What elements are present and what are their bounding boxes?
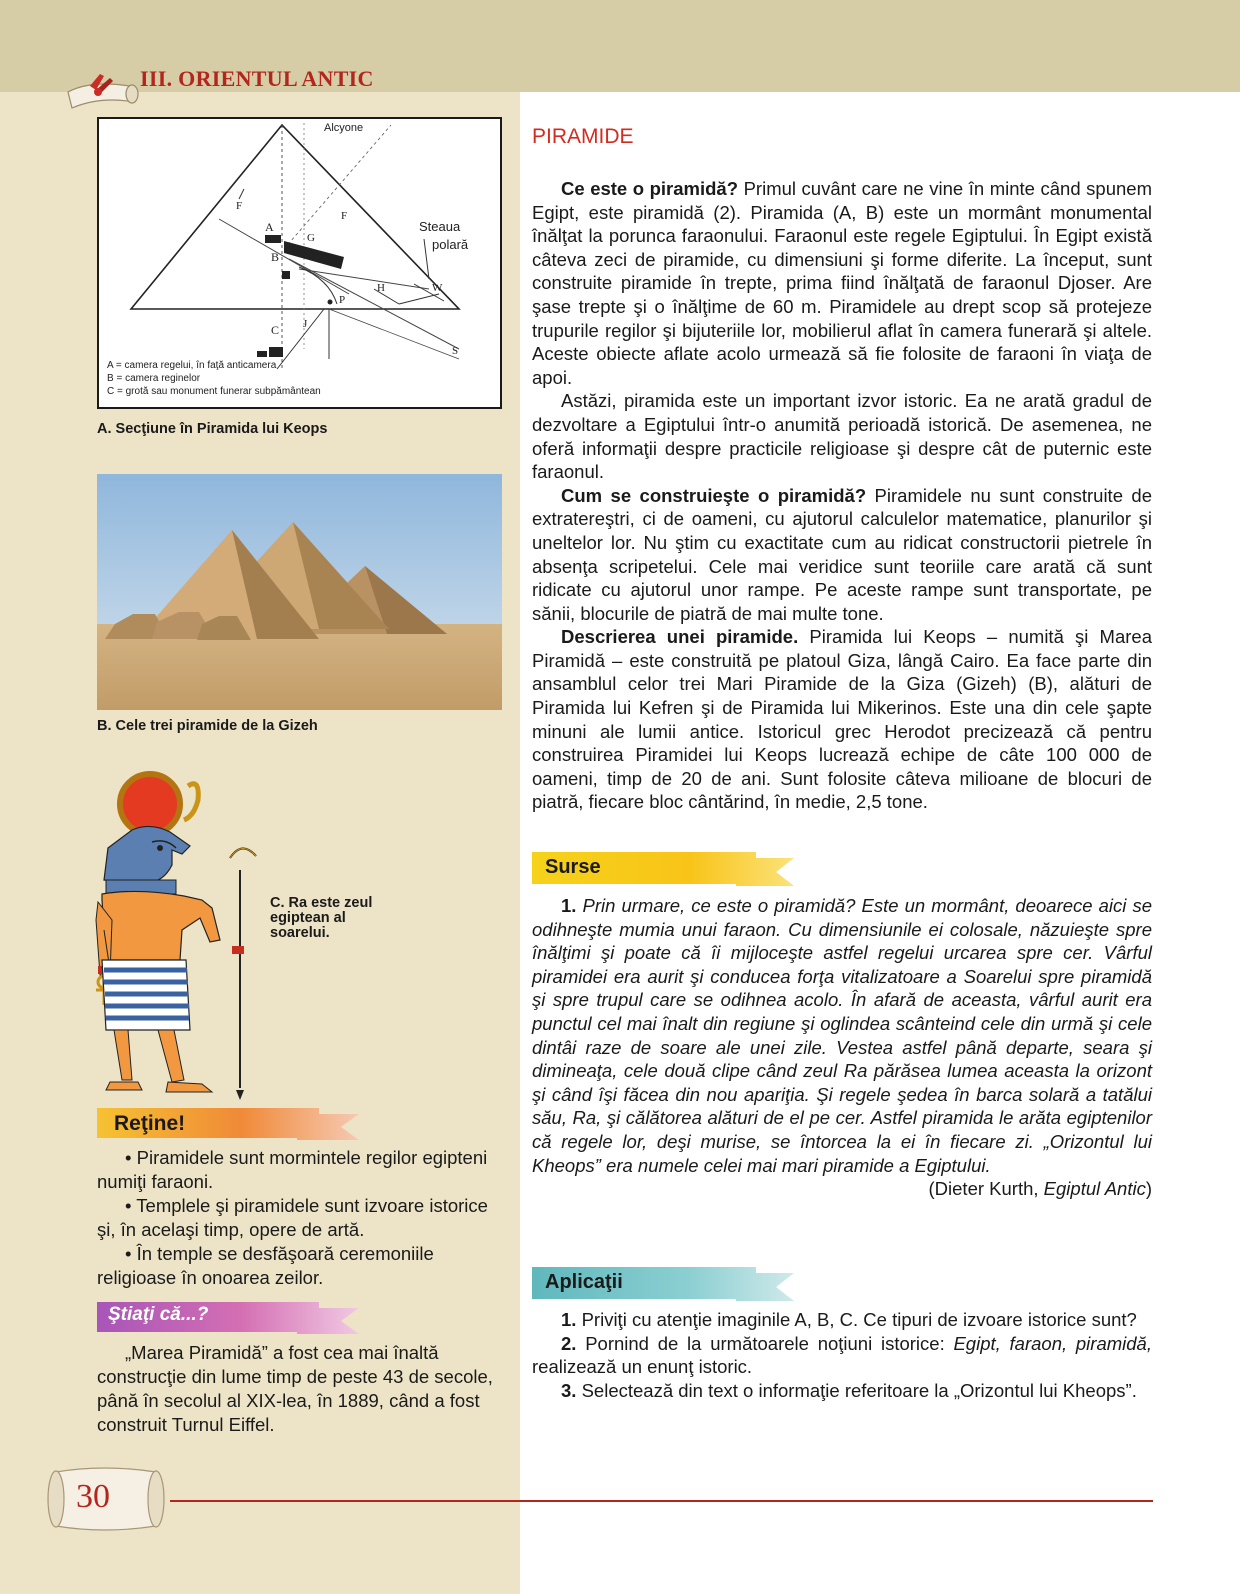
stiati-title: Ştiaţi că...? bbox=[108, 1304, 209, 1325]
footer-rule bbox=[170, 1500, 1153, 1502]
retine-list bbox=[97, 1146, 502, 1290]
stiati-box bbox=[97, 1341, 502, 1437]
source-paragraph bbox=[532, 894, 1152, 1177]
label-c: C bbox=[271, 323, 280, 337]
figure-b-caption: B. Cele trei piramide de la Gizeh bbox=[97, 718, 318, 734]
retine-title: Reţine! bbox=[114, 1112, 186, 1135]
surse-title: Surse bbox=[545, 856, 601, 878]
label-a: A bbox=[265, 220, 274, 234]
legend-line-c: C = grotă sau monument funerar subpământean bbox=[107, 386, 321, 397]
aplicatii-title: Aplicaţii bbox=[545, 1271, 623, 1293]
giza-pyramids-photo bbox=[97, 474, 502, 710]
retine-item: • În temple se desfăşoară ceremoniile religioase în onoarea zeilor. bbox=[97, 1243, 434, 1288]
figure-c-caption: C. Ra este zeul egiptean al soarelui. bbox=[270, 895, 373, 941]
chapter-title: III. ORIENTUL ANTIC bbox=[140, 66, 374, 91]
label-g: G bbox=[307, 232, 315, 244]
label-w: W bbox=[432, 282, 443, 294]
paragraph bbox=[532, 625, 1152, 814]
paragraph-text: Primul cuvânt care ne vine în minte când spunem Egipt, este piramidă (2). Piramida (A, B) este un mormânt monumental înălţat la porunca faraonului. Faraonul este regele Egiptului. În Egipt există câteva zeci de piramide, cu dimensiuni şi forme diferite. La început, sunt construite piramide în trepte, prima fiind înălţată de faraonul Djoser. Are şase trepte şi o înălţime de 60 m. Piramidele au drept scop să protejeze trupurile regilor şi bijuteriile lor, mobilierul aflat în camera funerară şi altele. Aceste obiecte aflate acolo urmează să fie folosite de faraoni în viaţa de apoi. bbox=[532, 178, 1152, 388]
legend-line-a: A = camera regelui, în faţă anticamera bbox=[107, 360, 277, 371]
question: 2. Pornind de la următoarele noţiuni istorice: Egipt, faraon, piramidă, realizează un enunţ istoric. bbox=[532, 1332, 1152, 1378]
label-b: B bbox=[271, 250, 280, 264]
stiati-text: „Marea Piramidă” a fost cea mai înaltă construcţie din lume timp de peste 43 de secole, până în secolul al XIX-lea, în 1889, când a fost construit Turnul Eiffel. bbox=[97, 1342, 493, 1435]
pyramid-section-diagram bbox=[97, 117, 502, 409]
label-s: S bbox=[452, 345, 459, 357]
label-f-right: F bbox=[341, 210, 348, 222]
article-body bbox=[532, 177, 1152, 814]
scroll-icon bbox=[60, 72, 146, 116]
retine-item: • Templele şi piramidele sunt izvoare istorice şi, în acelaşi timp, opere de artă. bbox=[97, 1195, 488, 1240]
label-f-left: F bbox=[236, 200, 243, 212]
source-book-title: Egiptul Antic bbox=[1043, 1178, 1146, 1200]
label-p: P bbox=[339, 294, 346, 306]
paragraph bbox=[532, 484, 1152, 626]
source-attribution: (Dieter Kurth, Egiptul Antic) bbox=[928, 1178, 1152, 1200]
label-alcyone: Alcyone bbox=[324, 122, 364, 134]
applications-list bbox=[532, 1308, 1152, 1402]
section-heading: PIRAMIDE bbox=[532, 125, 634, 148]
page-number: 30 bbox=[76, 1478, 110, 1515]
source-number: 1. bbox=[561, 895, 577, 916]
ra-god-illustration bbox=[92, 770, 272, 1105]
paragraph-text: Piramida lui Keops – numită şi Marea Piramidă – este construită pe platoul Giza, lângă Cairo. Ea face parte din ansamblul celor trei Mari Piramide de la Giza (Gizeh) (B), alături de Piramida lui Kefren şi de Piramida lui Mikerinos. Este una din cele şapte minuni ale lumii antice. Istoricul grec Herodot precizează că pentru construirea Piramidei lui Keops lucrează echipe de câte 100 000 de oameni, timp de 20 de ani. Sunt folosite câteva milioane de blocuri de piatră, fiecare bloc cântărind, în medie, 2,5 tone. bbox=[532, 626, 1152, 813]
paragraph-text: Piramidele nu sunt construite de extratereştri, ci de oameni, cu ajutorul calculelor matematice, planurilor şi uneltelor lor. Nu ştim cu exactitate cum au ridicat constructorii pietrele în absenţa scripetelui. Cele mai veridice sunt teoriile care arată că sunt ridicate cu ajutorul unor rampe. Pe aceste rampe sunt transportate, pe sănii, blocurile de piatră de mai multe tone. bbox=[532, 484, 1152, 624]
source-quote bbox=[532, 894, 1152, 1201]
paragraph bbox=[532, 177, 1152, 389]
label-polara: polară bbox=[432, 237, 469, 252]
legend-line-b: B = camera reginelor bbox=[107, 373, 201, 384]
question: 3. Selectează din text o informaţie referitoare la „Orizontul lui Kheops”. bbox=[561, 1379, 1137, 1401]
paragraph-lead: Descrierea unei piramide. bbox=[561, 626, 799, 648]
label-h: H bbox=[377, 282, 385, 294]
paragraph: Astăzi, piramida este un important izvor istoric. Ea ne arată gradul de dezvoltare a Egiptului într-o anumită perioadă istorică. De asemenea, ne oferă informaţii despre practicile religioase şi despre cât de puternic este faraonul. bbox=[532, 390, 1152, 483]
retine-item: • Piramidele sunt mormintele regilor egipteni numiţi faraoni. bbox=[97, 1147, 488, 1192]
label-j: J bbox=[303, 318, 308, 330]
question: 1. Priviţi cu atenţie imaginile A, B, C. Ce tipuri de izvoare istorice sunt? bbox=[561, 1309, 1137, 1330]
paragraph-lead: Ce este o piramidă? bbox=[561, 178, 739, 199]
paragraph-lead: Cum se construieşte o piramidă? bbox=[561, 484, 867, 506]
label-steaua: Steaua bbox=[419, 219, 461, 234]
source-text: Prin urmare, ce este o piramidă? Este un mormânt, deoarece aici se odihneşte mumia unui faraon. Cu dimensiunile ei colosale, năzuieşte spre înălţimi şi poate că îi mijloceşte astfel regelui urcarea spre cer. Vârful piramidei era aurit şi conducea forţa vitalizatoare a Soarelui spre piramidă şi spre trupul care se odihnea acolo. În afară de aceasta, vârful aurit era punctul cel mai înalt din regiune şi oglindea scânteind cele din urmă şi cele dintâi raze de soare ale unei zile. Vestea astfel până departe, seara şi dimineaţa, cele două clipe când zeul Ra părăsea lumea aceasta la orizont şi când îşi făcea din nou apariţia. Şi regele şedea în barca solară a tatălui său, Ra, şi călătorea alături de el pe cer. Astfel piramida le arăta egiptenilor că regele lor, deşi murise, se întorcea la ei în fiecare zi. „Orizontul lui Kheops” era numele celei mai mari piramide a Egiptului. bbox=[532, 895, 1152, 1176]
figure-a-caption: A. Secţiune în Piramida lui Keops bbox=[97, 421, 328, 437]
